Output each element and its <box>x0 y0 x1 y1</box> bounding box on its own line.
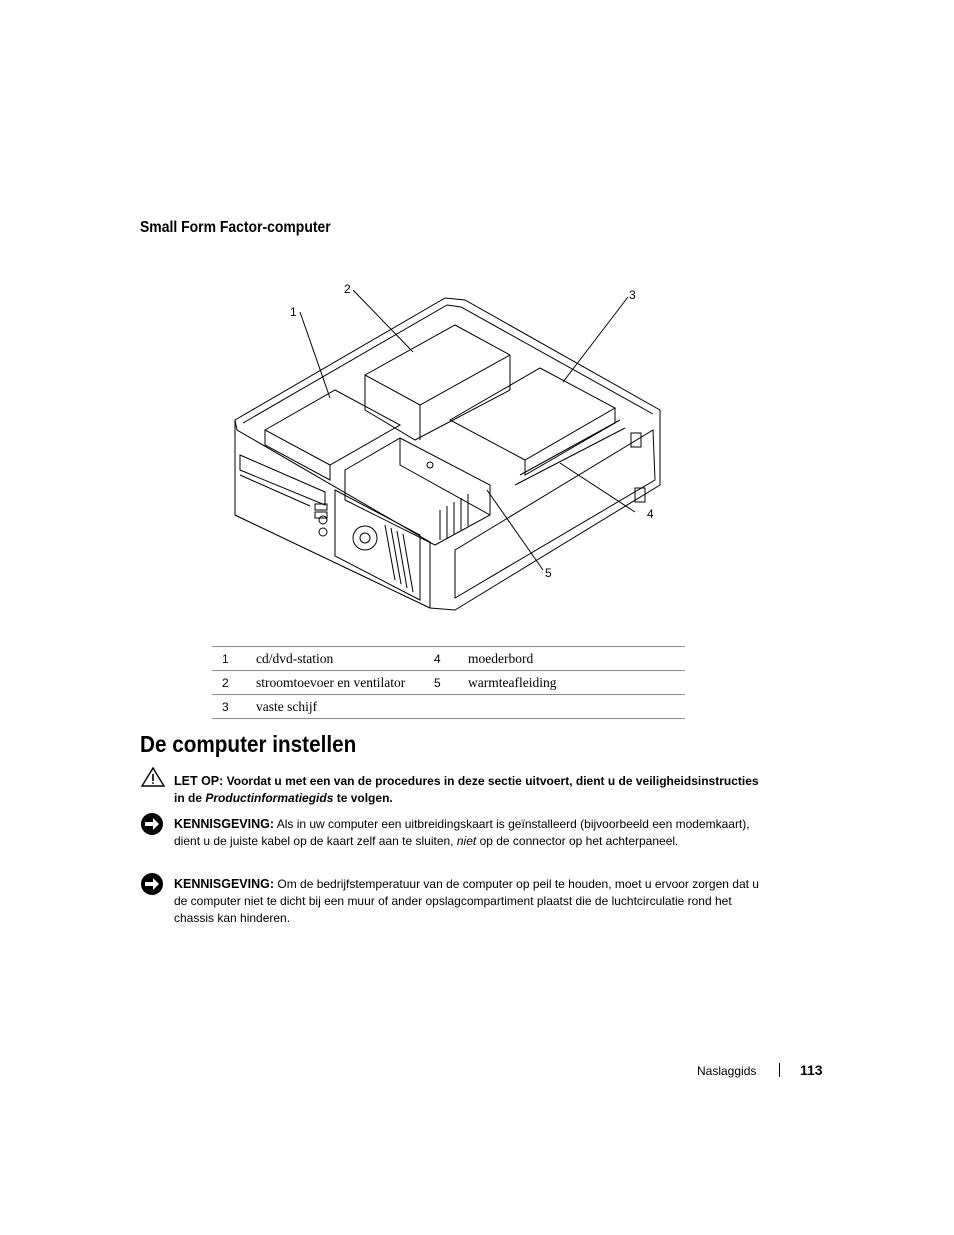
notice-icon <box>140 812 166 836</box>
computer-drawing <box>225 280 675 620</box>
legend-label: warmteafleiding <box>468 671 685 695</box>
legend-row <box>212 671 685 695</box>
notice-2-lead: KENNISGEVING: <box>174 877 275 891</box>
notice-1 <box>174 816 764 850</box>
legend-number: 5 <box>434 671 468 695</box>
footer-label: Naslaggids <box>697 1064 757 1078</box>
legend-label: vaste schijf <box>256 695 434 719</box>
notice-icon <box>140 872 166 896</box>
notice-1-emphasis: niet <box>456 834 477 848</box>
notice-1-text: Als in uw computer een uitbreidingskaart is geïnstalleerd (bijvoorbeeld een modemkaart), dient u de juiste kabel op de kaart zelf aan te sluiten, <box>174 817 750 848</box>
notice-2 <box>174 876 764 927</box>
callout-4: 4 <box>647 507 654 521</box>
notice-1-text-end: op de connector op het achterpaneel. <box>479 834 679 848</box>
legend-label <box>468 695 685 719</box>
page-number: 113 <box>800 1062 823 1078</box>
callout-5: 5 <box>545 566 552 580</box>
callout-3: 3 <box>629 288 636 302</box>
footer-separator <box>779 1063 780 1077</box>
caution-note <box>174 773 764 807</box>
computer-illustration <box>225 280 675 620</box>
callout-2: 2 <box>344 282 351 296</box>
caution-lead: LET OP: <box>174 774 224 788</box>
legend-number: 4 <box>434 647 468 671</box>
legend-number: 1 <box>212 647 256 671</box>
legend-label: stroomtoevoer en ventilator <box>256 671 434 695</box>
section-heading: Small Form Factor-computer <box>140 219 331 236</box>
legend-table <box>212 646 685 719</box>
page-title: De computer instellen <box>140 731 357 757</box>
notice-1-lead: KENNISGEVING: <box>174 817 275 831</box>
caution-text-end: te volgen. <box>336 791 393 805</box>
legend-label: cd/dvd-station <box>256 647 434 671</box>
legend-number <box>434 695 468 719</box>
caution-icon <box>140 766 166 790</box>
legend-row <box>212 695 685 719</box>
caution-text: Voordat u met een van de procedures in deze sectie uitvoert, dient u de veiligheidsinstructies in de <box>174 774 759 805</box>
legend-number: 3 <box>212 695 256 719</box>
legend-number: 2 <box>212 671 256 695</box>
callout-1: 1 <box>290 305 297 319</box>
legend-row <box>212 647 685 671</box>
caution-guide-title: Productinformatiegids <box>205 791 334 805</box>
legend-label: moederbord <box>468 647 685 671</box>
notice-2-text: Om de bedrijfstemperatuur van de computer op peil te houden, moet u ervoor zorgen dat u de computer niet te dicht bij een muur of ander opslagcompartiment plaatst die de luchtcirculatie rond het chassis kan hinderen. <box>174 877 759 925</box>
